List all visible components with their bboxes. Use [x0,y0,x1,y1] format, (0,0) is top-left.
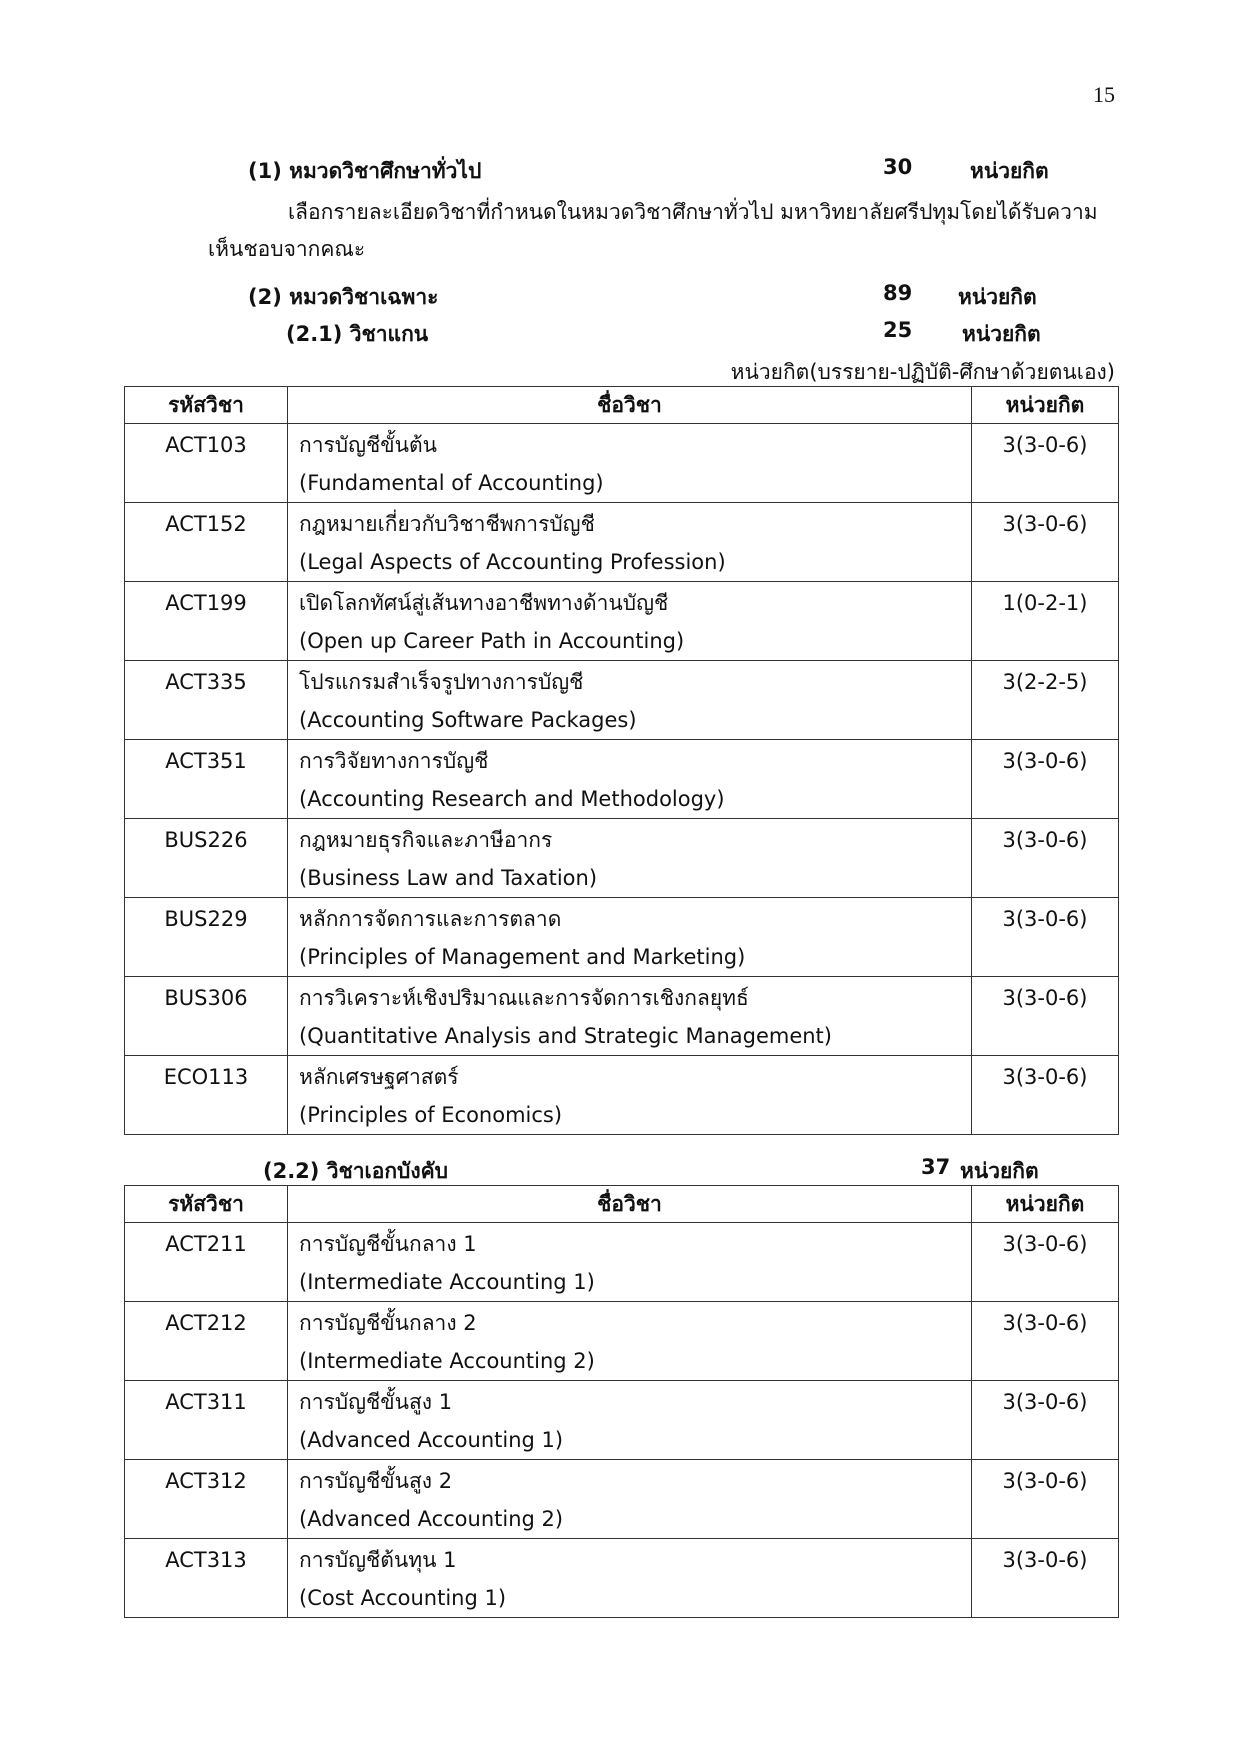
table-row [125,582,1119,661]
course-name-thai: การบัญชีขั้นสูง 1 [299,1390,453,1414]
course-name-english: (Principles of Management and Marketing) [299,945,746,969]
header-name: ชื่อวิชา [288,387,972,424]
course-credits: 3(3-0-6) [972,424,1119,503]
course-name-thai: เปิดโลกทัศน์สู่เส้นทางอาชีพทางด้านบัญชี [299,591,669,615]
course-name-english: (Open up Career Path in Accounting) [299,629,685,653]
course-name [288,424,972,503]
course-name [288,1302,972,1381]
course-name-english: (Advanced Accounting 2) [299,1507,564,1531]
course-credits: 3(3-0-6) [972,898,1119,977]
course-code: ECO113 [125,1056,288,1135]
course-name-thai: การบัญชีต้นทุน 1 [299,1548,457,1572]
course-code: ACT312 [125,1460,288,1539]
course-code: ACT211 [125,1223,288,1302]
section1-paragraph-line1: เลือกรายละเอียดวิชาที่กำหนดในหมวดวิชาศึกษาทั่วไป มหาวิทยาลัยศรีปทุมโดยได้รับความ [288,200,1098,224]
course-code: BUS226 [125,819,288,898]
course-code: ACT199 [125,582,288,661]
course-name-english: (Intermediate Accounting 1) [299,1270,595,1294]
section1-unit: หน่วยกิต [970,159,1049,183]
course-code: ACT335 [125,661,288,740]
course-name-english: (Principles of Economics) [299,1103,563,1127]
course-credits: 3(3-0-6) [972,819,1119,898]
course-code: BUS229 [125,898,288,977]
course-code: BUS306 [125,977,288,1056]
course-name [288,1381,972,1460]
page-number: 15 [1093,82,1115,107]
course-name-thai: หลักเศรษฐศาสตร์ [299,1065,459,1089]
table-row [125,503,1119,582]
section21-unit: หน่วยกิต [962,322,1041,346]
table-row [125,1223,1119,1302]
course-name-thai: การบัญชีขั้นกลาง 2 [299,1311,477,1335]
course-credits: 3(3-0-6) [972,1460,1119,1539]
course-name-thai: หลักการจัดการและการตลาด [299,907,562,931]
course-name-thai: การบัญชีขั้นต้น [299,433,437,457]
course-code: ACT351 [125,740,288,819]
course-name-english: (Intermediate Accounting 2) [299,1349,595,1373]
course-credits: 3(3-0-6) [972,977,1119,1056]
major-courses-table [124,1185,1119,1618]
course-name-english: (Accounting Software Packages) [299,708,637,732]
section21-heading: (2.1) วิชาแกน [286,322,429,346]
course-name [288,740,972,819]
course-name-english: (Fundamental of Accounting) [299,471,604,495]
course-name-english: (Cost Accounting 1) [299,1586,507,1610]
course-name-english: (Advanced Accounting 1) [299,1428,564,1452]
section2-credits: 89 [883,281,913,305]
course-name-thai: การวิเคราะห์เชิงปริมาณและการจัดการเชิงกลยุทธ์ [299,986,749,1010]
course-code: ACT313 [125,1539,288,1618]
course-name [288,582,972,661]
table-row [125,1460,1119,1539]
course-credits: 1(0-2-1) [972,582,1119,661]
table-row [125,661,1119,740]
table-row [125,1056,1119,1135]
course-credits: 3(3-0-6) [972,1056,1119,1135]
course-credits: 3(3-0-6) [972,1381,1119,1460]
course-code: ACT311 [125,1381,288,1460]
core-courses-table [124,386,1119,1135]
course-name-thai: กฎหมายเกี่ยวกับวิชาชีพการบัญชี [299,512,595,536]
course-name [288,898,972,977]
table-row [125,1539,1119,1618]
course-name [288,1056,972,1135]
header-code: รหัสวิชา [125,387,288,424]
section22-unit: หน่วยกิต [960,1159,1039,1183]
section2-heading: (2) หมวดวิชาเฉพาะ [248,285,439,309]
course-name [288,1460,972,1539]
course-credits: 3(3-0-6) [972,1223,1119,1302]
course-name-thai: โปรแกรมสำเร็จรูปทางการบัญชี [299,670,584,694]
section1-heading: (1) หมวดวิชาศึกษาทั่วไป [248,159,482,183]
section21-credits: 25 [883,318,913,342]
table-row [125,898,1119,977]
table-row [125,1302,1119,1381]
course-credits: 3(3-0-6) [972,503,1119,582]
table-row [125,819,1119,898]
section22-heading: (2.2) วิชาเอกบังคับ [263,1159,449,1183]
table-row [125,424,1119,503]
credit-format-note: หน่วยกิต(บรรยาย-ปฏิบัติ-ศึกษาด้วยตนเอง) [730,360,1115,384]
course-credits: 3(2-2-5) [972,661,1119,740]
course-name-thai: การวิจัยทางการบัญชี [299,749,489,773]
course-name-thai: การบัญชีขั้นสูง 2 [299,1469,453,1493]
course-name-thai: กฎหมายธุรกิจและภาษีอากร [299,828,553,852]
header-code: รหัสวิชา [125,1186,288,1223]
table-row [125,1381,1119,1460]
header-credits: หน่วยกิต [972,387,1119,424]
course-name [288,661,972,740]
course-name-english: (Accounting Research and Methodology) [299,787,725,811]
section1-paragraph-line2: เห็นชอบจากคณะ [208,237,366,261]
header-credits: หน่วยกิต [972,1186,1119,1223]
course-name [288,503,972,582]
course-credits: 3(3-0-6) [972,1539,1119,1618]
course-name-english: (Quantitative Analysis and Strategic Management) [299,1024,832,1048]
course-name [288,1539,972,1618]
section22-credits: 37 [921,1155,951,1179]
section2-unit: หน่วยกิต [958,285,1037,309]
header-name: ชื่อวิชา [288,1186,972,1223]
course-credits: 3(3-0-6) [972,1302,1119,1381]
table-row [125,977,1119,1056]
course-name [288,819,972,898]
course-name-english: (Legal Aspects of Accounting Profession) [299,550,726,574]
table-row [125,740,1119,819]
course-code: ACT152 [125,503,288,582]
course-name-thai: การบัญชีขั้นกลาง 1 [299,1232,477,1256]
course-name [288,977,972,1056]
course-name-english: (Business Law and Taxation) [299,866,598,890]
course-code: ACT212 [125,1302,288,1381]
course-name [288,1223,972,1302]
course-credits: 3(3-0-6) [972,740,1119,819]
section1-credits: 30 [883,155,913,179]
course-code: ACT103 [125,424,288,503]
